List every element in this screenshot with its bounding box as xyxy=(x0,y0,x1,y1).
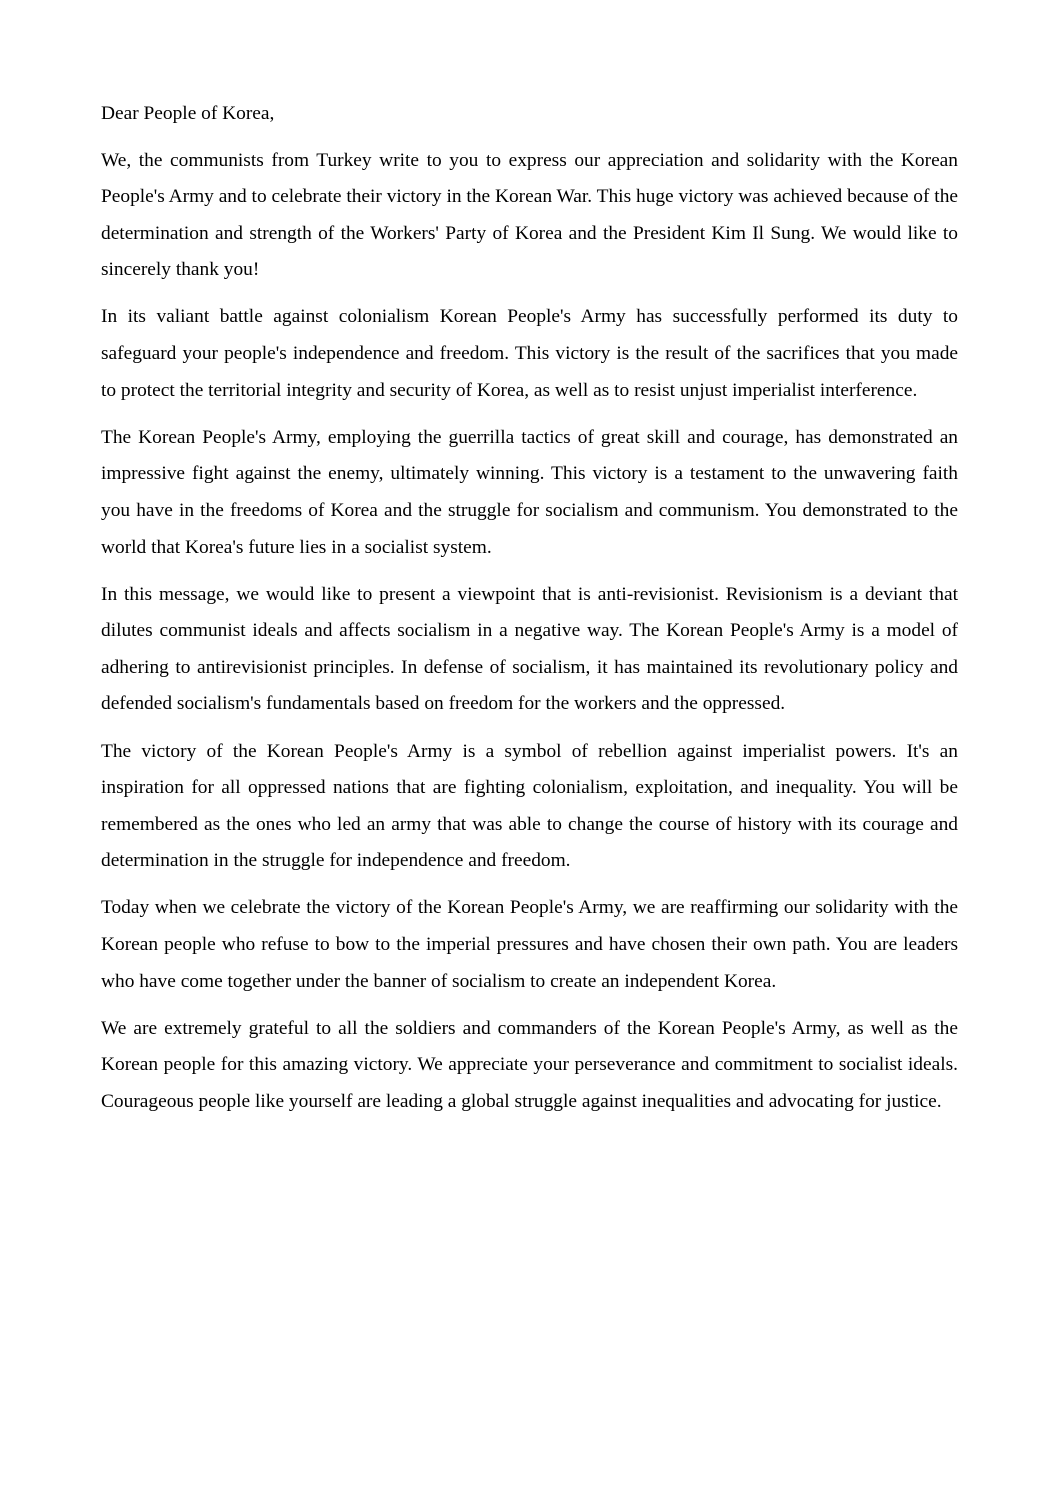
letter-paragraph-7: We are extremely grateful to all the soldiers and commanders of the Korean People's Army, as well as the Korean people for this amazing victory. We appreciate your perseverance and commitment to socialist ideals. Courageous people like yourself are leading a global struggle against inequalities and advocating for justice. xyxy=(101,1017,958,1112)
letter-paragraph-2: In its valiant battle against colonialism Korean People's Army has successfully performed its duty to safeguard your people's independence and freedom. This victory is the result of the sacrifices that you made to protect the territorial integrity and security of Korea, as well as to resist unjust imperialist interference. xyxy=(101,306,958,401)
letter-paragraph-1: We, the communists from Turkey write to you to express our appreciation and solidarity with the Korean People's Army and to celebrate their victory in the Korean War. This huge victory was achieved because of the determination and strength of the Workers' Party of Korea and the President Kim Il Sung. We would like to sincerely thank you! xyxy=(101,149,958,281)
letter-paragraph-6: Today when we celebrate the victory of the Korean People's Army, we are reaffirming our solidarity with the Korean people who refuse to bow to the imperial pressures and have chosen their own path. You are leaders who have come together under the banner of socialism to create an independent Korea. xyxy=(101,897,958,992)
letter-paragraph-5: The victory of the Korean People's Army is a symbol of rebellion against imperialist powers. It's an inspiration for all oppressed nations that are fighting colonialism, exploitation, and inequality. You will be remembered as the ones who led an army that was able to change the course of history with its courage and determination in the struggle for independence and freedom. xyxy=(101,740,958,872)
letter-paragraph-4: In this message, we would like to present a viewpoint that is anti-revisionist. Revisionism is a deviant that dilutes communist ideals and affects socialism in a negative way. The Korean People's Army is a model of adhering to antirevisionist principles. In defense of socialism, it has maintained its revolutionary policy and defended socialism's fundamentals based on freedom for the workers and the oppressed. xyxy=(101,583,958,715)
letter-page xyxy=(101,96,958,1131)
letter-salutation: Dear People of Korea, xyxy=(101,103,275,124)
letter-paragraph-3: The Korean People's Army, employing the guerrilla tactics of great skill and courage, has demonstrated an impressive fight against the enemy, ultimately winning. This victory is a testament to the unwavering faith you have in the freedoms of Korea and the struggle for socialism and communism. You demonstrated to the world that Korea's future lies in a socialist system. xyxy=(101,426,958,558)
